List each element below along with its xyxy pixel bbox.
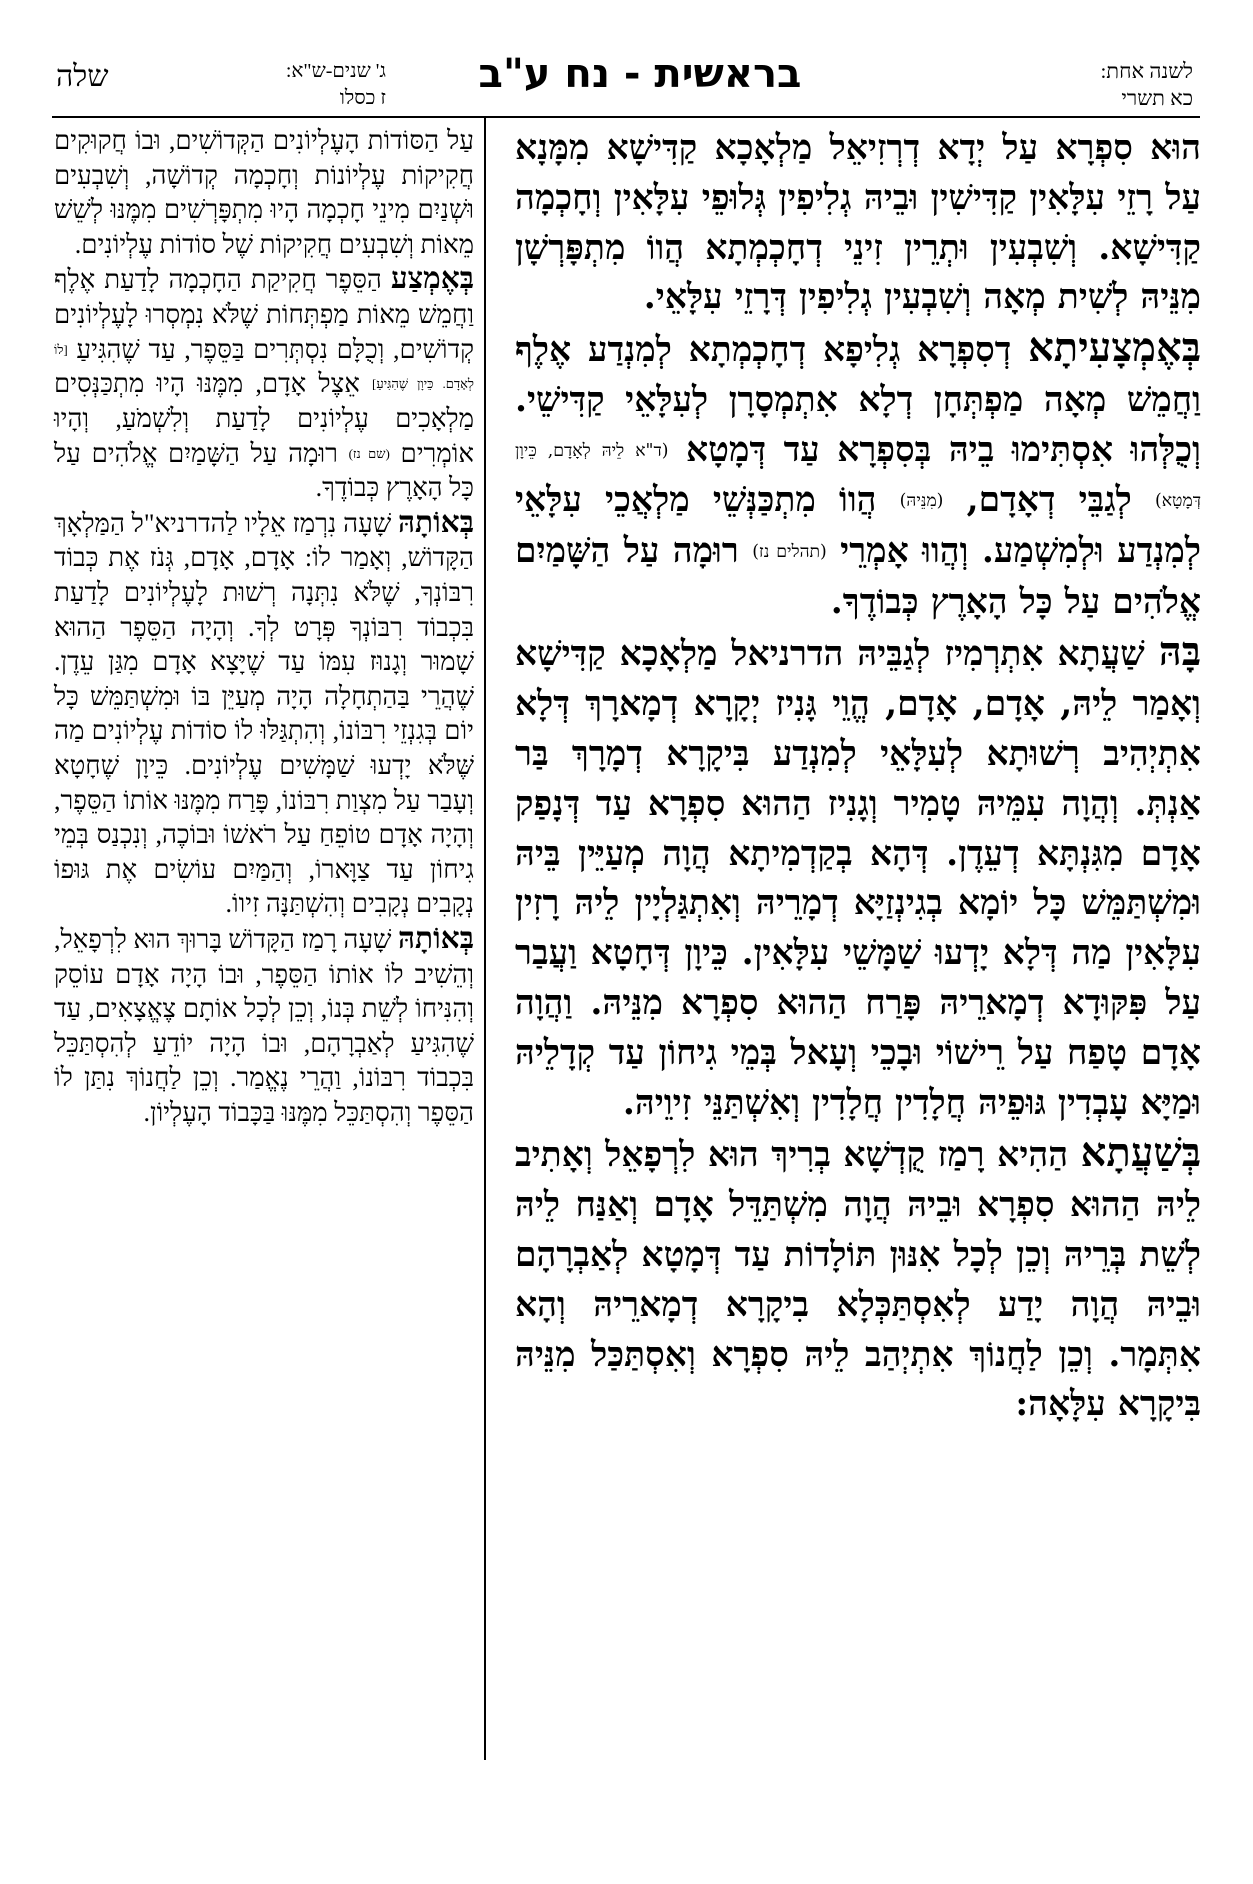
paragraph-lead-word: בְּאֶמְצָעִיתָא bbox=[1028, 324, 1201, 372]
paragraph-text: עַל הַסּוֹדוֹת הָעֶלְיוֹנִים הַקְּדוֹשִׁים, וּבוֹ חֲקוּקִים חֲקִיקוֹת עֶלְיוֹנוֹת וְחָכְמָה קְדוֹשָׁה, וְשִׁבְעִים וּשְׁנַיִם מִינֵי חָכְמָה הָיוּ מִתְפָּרְשִׁים מִמֶּנּוּ לְשֵׁשׁ מֵאוֹת וְשִׁבְעִים חֲקִיקוֹת שֶׁל סוֹדוֹת עֶלְיוֹנִים. bbox=[54, 126, 474, 259]
paragraph-text: שָׁעָה נִרְמַז אֵלָיו לַהדרניא"ל הַמַּלְאָךְ הַקָּדוֹשׁ, וְאָמַר לוֹ: אָדָם, אָדָם, גְּנֹז אֶת כְּבוֹד רִבּוֹנְךָ, שֶׁלֹּא נִתְּנָה רְשׁוּת לָעֶלְיוֹנִים לָדַעַת בִּכְבוֹד רִבּוֹנְךָ פְּרָט לְךָ. וְהָיָה הַסֵּפֶר הַהוּא שָׁמוּר וְגָנוּז עִמּוֹ עַד שֶׁיָּצָא אָדָם מִגַּן עֵדֶן. שֶׁהֲרֵי בַּהַתְחָלָה הָיָה מְעַיֵּן בּוֹ וּמִשְׁתַּמֵּשׁ כָּל יוֹם בְּגִנְזֵי רִבּוֹנוֹ, וְהִתְגַּלּוּ לוֹ סוֹדוֹת עֶלְיוֹנִים מַה שֶּׁלֹּא יָדְעוּ שַׁמָּשִׁים עֶלְיוֹנִים. כֵּיוָן שֶׁחָטָא וְעָבַר עַל מִצְוַת רִבּוֹנוֹ, פָּרַח מִמֶּנּוּ אוֹתוֹ הַסֵּפֶר, וְהָיָה אָדָם טוֹפֵחַ עַל רֹאשׁוֹ וּבוֹכֶה, וְנִכְנַס בְּמֵי גִיחוֹן עַד צַוָּארוֹ, וְהַמַּיִם עוֹשִׂים אֶת גּוּפוֹ נְקָבִים נְקָבִים וְהִשְׁתַּנָּה זִיווֹ. bbox=[54, 508, 474, 919]
column-divider bbox=[484, 118, 486, 1760]
page-number: שלה bbox=[56, 60, 109, 93]
main-paragraph-2 bbox=[515, 323, 1201, 627]
paragraph-lead-word: בְּשַׁעֲתָא bbox=[1080, 1129, 1201, 1177]
paragraph-text: שָׁעָה רָמַז הַקָּדוֹשׁ בָּרוּךְ הוּא לִרְפָאֵל, וְהֵשִׁיב לוֹ אוֹתוֹ הַסֵּפֶר, וּבוֹ הָיָה אָדָם עוֹסֵק וְהִנִּיחוֹ לְשֵׁת בְּנוֹ, וְכֵן לְכָל אוֹתָם צֶאֱצָאִים, עַד שֶׁהִגִּיעַ לְאַבְרָהָם, וּבוֹ הָיָה יוֹדֵעַ לְהִסְתַּכֵּל בִּכְבוֹד רִבּוֹנוֹ, וַהֲרֵי נֶאֱמַר. וְכֵן לַחֲנוֹךְ נִתַּן לוֹ הַסֵּפֶר וְהִסְתַּכֵּל מִמֶּנּוּ בַּכָּבוֹד הָעֶלְיוֹן. bbox=[54, 924, 474, 1127]
main-paragraph-1 bbox=[515, 124, 1201, 323]
main-paragraph-4 bbox=[515, 1128, 1201, 1430]
verse-reference: (שם נז) bbox=[348, 445, 390, 461]
cycle-meta bbox=[286, 58, 386, 112]
paragraph-text: רוּמָה עַל הַשָּׁמַיִם אֱלֹהִים עַל כָּל הָאָרֶץ כְּבוֹדֶךָ. bbox=[54, 438, 474, 503]
translation-paragraph-4 bbox=[54, 922, 474, 1131]
reading-plan-line-2: כא תשרי bbox=[1121, 86, 1193, 110]
paragraph-lead-word: בָּהּ bbox=[1158, 628, 1201, 676]
main-paragraph-3 bbox=[515, 627, 1201, 1128]
header-divider bbox=[52, 116, 1200, 118]
paragraph-lead-word: בְּאֶמְצַע bbox=[390, 263, 474, 296]
verse-reference: (תהלים נז) bbox=[752, 541, 827, 562]
page-title: בראשית - נח ע"ב bbox=[478, 51, 802, 97]
paragraph-text: הֲווֹ מִתְכַּנְּשֵׁי מַלְאֲכֵי עִלָּאֵי לְמִנְדַע וּלְמִשְׁמַע. וְהֲווּ אָמְרֵי bbox=[515, 480, 1201, 572]
paragraph-text: דְסִפְרָא גְלִיפָא דְחָכְמְתָא לְמִנְדַע אֶלֶף וַחֲמֵשׁ מְאָה מַפְתְּחָן דְלָא אִתְמְסָרָן לְעִלָּאֵי קַדִּישֵׁי. וְכֻלְּהוּ אִסְתִּימוּ בֵיהּ בְּסִפְרָא עַד דְּמָטָא bbox=[515, 330, 1201, 470]
variant-note: (ד"א לֵיהּ לְאָדָם, כֵּיוָן דְּמָטָא) bbox=[515, 440, 1201, 512]
translation-column bbox=[54, 124, 474, 1131]
translation-paragraph-2 bbox=[54, 262, 474, 505]
variant-note: (מִנֵּיהּ) bbox=[899, 491, 944, 512]
paragraph-text: אֵצֶל אָדָם, מִמֶּנּוּ הָיוּ מִתְכַּנְּסִים מַלְאָכִים עֶלְיוֹנִים לָדַעַת וְלִשְׁמֹעַ, וְהָיוּ אוֹמְרִים bbox=[54, 369, 474, 468]
paragraph-lead-word: בְּאוֹתָהּ bbox=[398, 506, 474, 539]
cycle-line-2: ז כסלו bbox=[339, 87, 386, 109]
cycle-line-1: ג' שנים-ש"א: bbox=[285, 60, 386, 82]
paragraph-text: הַסֵּפֶר חֲקִיקַת הַחָכְמָה לָדַעַת אֶלֶף וַחֲמֵשׁ מֵאוֹת מַפְתְּחוֹת שֶׁלֹּא נִמְסְרוּ לָעֶלְיוֹנִים קְדוֹשִׁים, וְכֻלָּם נִסְתְּרִים בַּסֵּפֶר, עַד שֶׁהִגִּיעַ bbox=[54, 265, 474, 364]
paragraph-text: שַׁעֲתָא אִתְרְמִיז לְגַבֵּיהּ הדרניאל מַלְאָכָא קַדִּישָׁא וְאָמַר לֵיהּ, אָדָם, אָדָם, הֱוֵי גָּנִיז יְקָרָא דְמָארָךְ דְּלָא אִתְיְהִיב רְשׁוּתָא לְעִלָּאֵי לְמִנְדַע בִּיקָרָא דְמָרָךְ בַּר אַנְתְּ. וְהֲוָה עִמֵּיהּ טָמִיר וְגָנִיז הַהוּא סִפְרָא עַד דְּנָפַק אָדָם מִגִּנְתָּא דְעֵדֶן. דְּהָא בְקַדְמִיתָא הֲוָה מְעַיֵּין בֵּיהּ וּמִשְׁתַּמֵּשׁ כָּל יוֹמָא בְגִינְזַיָּא דְמָרֵיהּ וְאִתְגַּלְיָין לֵיהּ רָזִין עִלָּאִין מַה דְּלָא יָדְעוּ שַׁמָּשֵׁי עִלָּאִין. כֵּיוָן דְּחָטָא וַעֲבַר עַל פִּקּוּדָא דְמָארֵיהּ פָּרַח הַהוּא סִפְרָא מִנֵּיהּ. וַהֲוָה אָדָם טָפַח עַל רֵישׁוֹי וּבָכֵי וְעָאל בְּמֵי גִיחוֹן עַד קְדָלֵיהּ וּמַיָּא עָבְדִין גּוּפֵיהּ חֲלָדִין חֲלָדִין וְאִשְׁתַּנֵּי זִיוֵיהּ. bbox=[515, 634, 1201, 1123]
paragraph-text: לְגַבֵּי דְאָדָם, bbox=[943, 480, 1155, 521]
translation-paragraph-1 bbox=[54, 124, 474, 262]
main-text-column bbox=[515, 124, 1201, 1430]
translation-paragraph-3 bbox=[54, 506, 474, 922]
paragraph-text: הַהִיא רָמַז קֻדְשָׁא בְרִיךְ הוּא לִרְפָאֵל וְאָתִיב לֵיהּ הַהוּא סִפְרָא וּבֵיהּ הֲוָה מִשְׁתַּדֵּל אָדָם וְאַנַּח לֵיהּ לְשֵׁת בְּרֵיהּ וְכֵן לְכָל אִנּוּן תּוֹלָדוֹת עַד דְּמָטָא לְאַבְרָהָם וּבֵיהּ הֲוָה יָדַע לְאִסְתַּכְּלָא בִיקָרָא דְמָארֵיהּ וְהָא אִתְּמָר. וְכֵן לַחֲנוֹךְ אִתְיְהַב לֵיהּ סִפְרָא וְאִסְתַּכַּל מִנֵּיהּ בִּיקָרָא עִלָּאָה: bbox=[515, 1135, 1201, 1425]
reading-plan-line-1: לשנה אחת: bbox=[1100, 59, 1193, 83]
paragraph-text: הוּא סִפְרָא עַל יְדָא דְרְזִיאֵל מַלְאָכָא קַדִּישָׁא מִמָּנָא עַל רָזֵי עִלָּאִין קַדִּישִׁין וּבֵיהּ גְלִיפִין גְּלוּפֵי עִלָּאִין וְחָכְמָה קַדִּישָׁא. וְשִׁבְעִין וּתְרֵין זִינֵי דְחָכְמְתָא הֲווֹ מִתְפָּרְשָׁן מִנֵּיהּ לְשִׁית מְאָה וְשִׁבְעִין גְלִיפִין דְּרָזֵי עִלָּאֵי. bbox=[515, 128, 1201, 318]
paragraph-lead-word: בְּאוֹתָהּ bbox=[398, 922, 474, 955]
reading-plan-note bbox=[1013, 58, 1193, 112]
paragraph-text: רוּמָה עַל הַשָּׁמַיִם אֱלֹהִים עַל כָּל הָאָרֶץ כְּבוֹדֶךָ. bbox=[515, 531, 1201, 622]
variant-note: [לוֹ לְאָדָם. כֵּיוָן שֶׁהִגִּיעַ] bbox=[54, 341, 474, 392]
